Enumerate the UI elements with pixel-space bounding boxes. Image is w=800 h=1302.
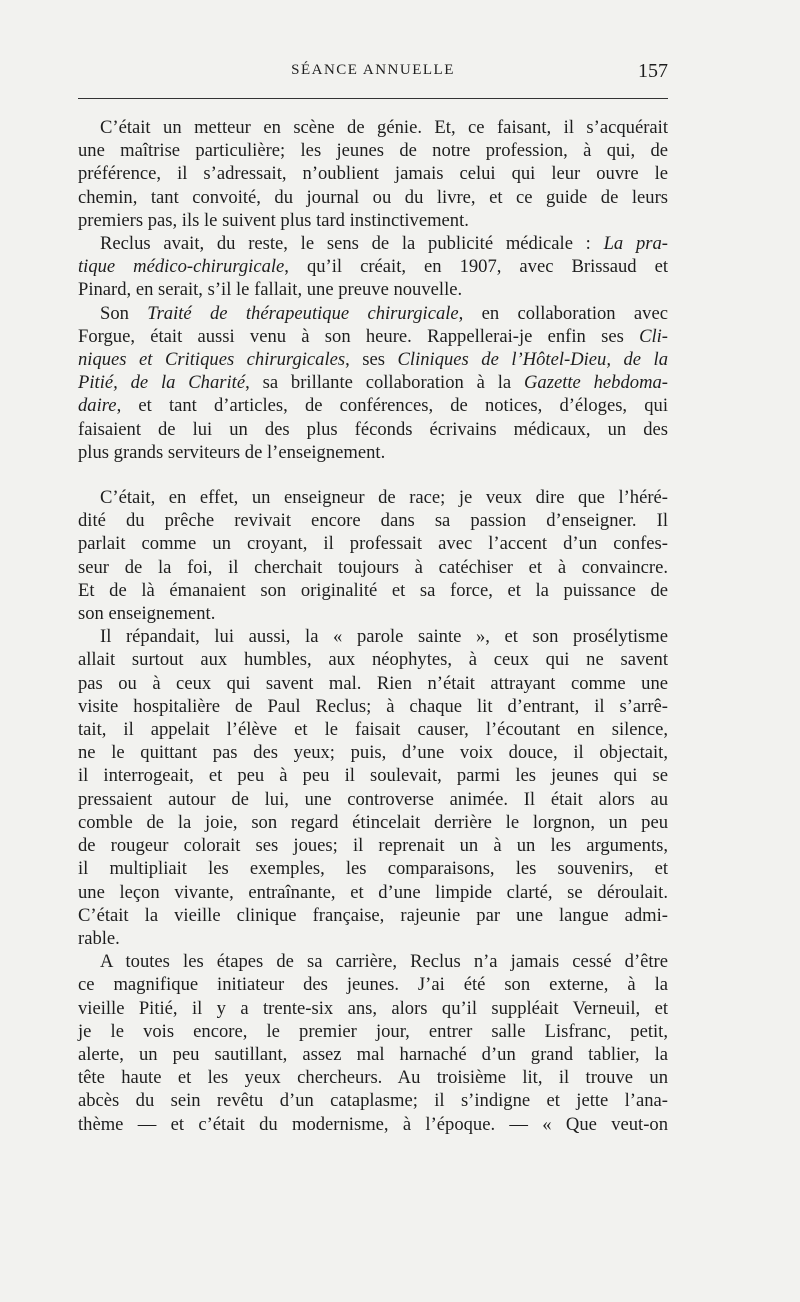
text-run: il multipliait les exemples, les comparaisons, les souvenirs, et [78, 858, 668, 880]
italic-run: tique médico-chirurgicale [78, 256, 285, 278]
text-run: C’était la vieille clinique française, rajeunie par une langue admi- [78, 904, 668, 926]
text-run: pressaient autour de lui, une controverse animée. Il était alors au [78, 788, 668, 810]
text-run: Et de là émanaient son originalité et sa force, et la puissance de [78, 579, 668, 601]
text-run: tête haute et les yeux chercheurs. Au troisième lit, il trouve un [78, 1067, 668, 1089]
italic-run: Cli- [639, 325, 668, 347]
text-run: chemin, tant convoité, du journal ou du livre, et ce guide de leurs [78, 186, 668, 208]
italic-run: Pitié, de la Charité [78, 372, 246, 394]
running-head [78, 60, 668, 84]
text-run: abcès du sein revêtu d’un cataplasme; il s’indigne et jette l’ana- [78, 1090, 668, 1112]
text-line [78, 973, 668, 996]
running-title: SÉANCE ANNUELLE [291, 62, 455, 78]
text-run: A toutes les étapes de sa carrière, Reclus n’a jamais cessé d’être [100, 951, 668, 973]
text-line [78, 116, 668, 139]
text-run: de rougeur colorait ses joues; il reprenait un à un les arguments, [78, 835, 668, 857]
text-line [78, 1066, 668, 1089]
text-line [78, 950, 668, 973]
text-line [78, 162, 668, 185]
text-run: parlait comme un croyant, il professait avec l’accent d’un confes- [78, 533, 668, 555]
text-line [78, 695, 668, 718]
text-line [78, 325, 668, 348]
text-line [78, 718, 668, 741]
text-run: seur de la foi, il cherchait toujours à catéchiser et à convaincre. [78, 556, 668, 578]
text-line [78, 648, 668, 671]
text-run: je le vois encore, le premier jour, entrer salle Lisfranc, petit, [78, 1020, 668, 1042]
paragraph [78, 625, 668, 950]
text-line [78, 1113, 668, 1136]
text-line [78, 764, 668, 787]
text-run: C’était, en effet, un enseigneur de race; je veux dire que l’héré- [100, 487, 668, 509]
text-run: dité du prêche revivait encore dans sa passion d’enseigner. Il [78, 510, 668, 532]
text-run: Reclus avait, du reste, le sens de la publicité médicale : [100, 233, 604, 255]
text-line [78, 418, 668, 441]
page-number: 157 [638, 60, 668, 82]
text-line [78, 556, 668, 579]
text-line [78, 371, 668, 394]
text-line [78, 579, 668, 602]
text-line [78, 255, 668, 278]
text-run: une leçon vivante, entraînante, et d’une limpide clarté, se déroulait. [78, 881, 668, 903]
text-run: , en collaboration avec [458, 302, 668, 324]
text-line [78, 904, 668, 927]
text-line [78, 834, 668, 857]
text-line [78, 672, 668, 695]
text-run: Son [100, 302, 148, 324]
header-rule [78, 98, 668, 99]
italic-run: Cliniques de l’Hôtel-Dieu, de la [397, 349, 668, 371]
text-line [78, 881, 668, 904]
text-line [78, 394, 668, 417]
text-run: tait, il appelait l’élève et le faisait causer, l’écoutant en silence, [78, 719, 668, 741]
text-run: , qu’il créait, en 1907, avec Brissaud et [284, 256, 668, 278]
text-run: , et tant d’articles, de conférences, de notices, d’éloges, qui [116, 395, 668, 417]
text-line [78, 927, 668, 950]
text-run: faisaient de lui un des plus féconds écrivains médicaux, un des [78, 418, 668, 440]
text-line [78, 625, 668, 648]
text-run: plus grands serviteurs de l’enseignement. [78, 441, 386, 463]
paragraph [78, 232, 668, 302]
text-line [78, 1089, 668, 1112]
text-run: ce magnifique initiateur des jeunes. J’ai été son externe, à la [78, 974, 668, 996]
text-run: visite hospitalière de Paul Reclus; à chaque lit d’entrant, il s’arrê- [78, 695, 668, 717]
paragraph [78, 486, 668, 625]
text-line [78, 532, 668, 555]
text-run: alerte, un peu sautillant, assez mal harnaché d’un grand tablier, la [78, 1043, 668, 1065]
text-run: Il répandait, lui aussi, la « parole sainte », et son prosélytisme [100, 626, 668, 648]
text-line [78, 302, 668, 325]
text-line [78, 278, 668, 301]
text-run: pas ou à ceux qui savent mal. Rien n’était attrayant comme une [78, 672, 668, 694]
text-run: allait surtout aux humbles, aux néophytes, à ceux qui ne savent [78, 649, 668, 671]
text-run: ne le quittant pas des yeux; puis, d’une voix douce, il objectait, [78, 742, 668, 764]
italic-run: daire [78, 395, 117, 417]
text-line [78, 139, 668, 162]
text-run: il interrogeait, et peu à peu il soulevait, parmi les jeunes qui se [78, 765, 668, 787]
text-line [78, 186, 668, 209]
text-run: préférence, il s’adressait, n’oublient jamais celui qui leur ouvre le [78, 163, 668, 185]
text-line [78, 441, 668, 464]
text-line [78, 509, 668, 532]
body-text [78, 116, 668, 1136]
text-line [78, 209, 668, 232]
paragraph [78, 950, 668, 1136]
text-line [78, 1020, 668, 1043]
paragraph [78, 302, 668, 464]
text-run: premiers pas, ils le suivent plus tard instinctivement. [78, 209, 469, 231]
italic-run: niques et Critiques chirurgicales [78, 349, 346, 371]
section-gap [78, 464, 668, 486]
text-line [78, 1043, 668, 1066]
text-line [78, 232, 668, 255]
text-run: , sa brillante collaboration à la [245, 372, 524, 394]
text-run: Forgue, était aussi venu à son heure. Rappellerai-je enfin ses [78, 325, 640, 347]
text-run: comble de la joie, son regard étincelait derrière le lorgnon, un peu [78, 811, 668, 833]
text-line [78, 486, 668, 509]
text-line [78, 857, 668, 880]
text-line [78, 997, 668, 1020]
text-line [78, 811, 668, 834]
text-run: son enseignement. [78, 603, 216, 625]
italic-run: Traité de thérapeutique chirurgicale [147, 302, 459, 324]
text-run: vieille Pitié, il y a trente-six ans, alors qu’il suppléait Verneuil, et [78, 997, 668, 1019]
text-run: rable. [78, 927, 120, 949]
italic-run: Gazette hebdoma- [524, 372, 668, 394]
text-line [78, 348, 668, 371]
text-line [78, 741, 668, 764]
italic-run: La pra- [603, 233, 668, 255]
text-run: , ses [345, 349, 398, 371]
text-run: thème — et c’était du modernisme, à l’époque. — « Que veut-on [78, 1113, 668, 1135]
text-run: une maîtrise particulière; les jeunes de notre profession, à qui, de [78, 140, 668, 162]
text-run: Pinard, en serait, s’il le fallait, une preuve nouvelle. [78, 279, 463, 301]
text-line [78, 602, 668, 625]
text-line [78, 788, 668, 811]
text-run: C’était un metteur en scène de génie. Et, ce faisant, il s’acquérait [100, 117, 668, 138]
paragraph [78, 116, 668, 232]
